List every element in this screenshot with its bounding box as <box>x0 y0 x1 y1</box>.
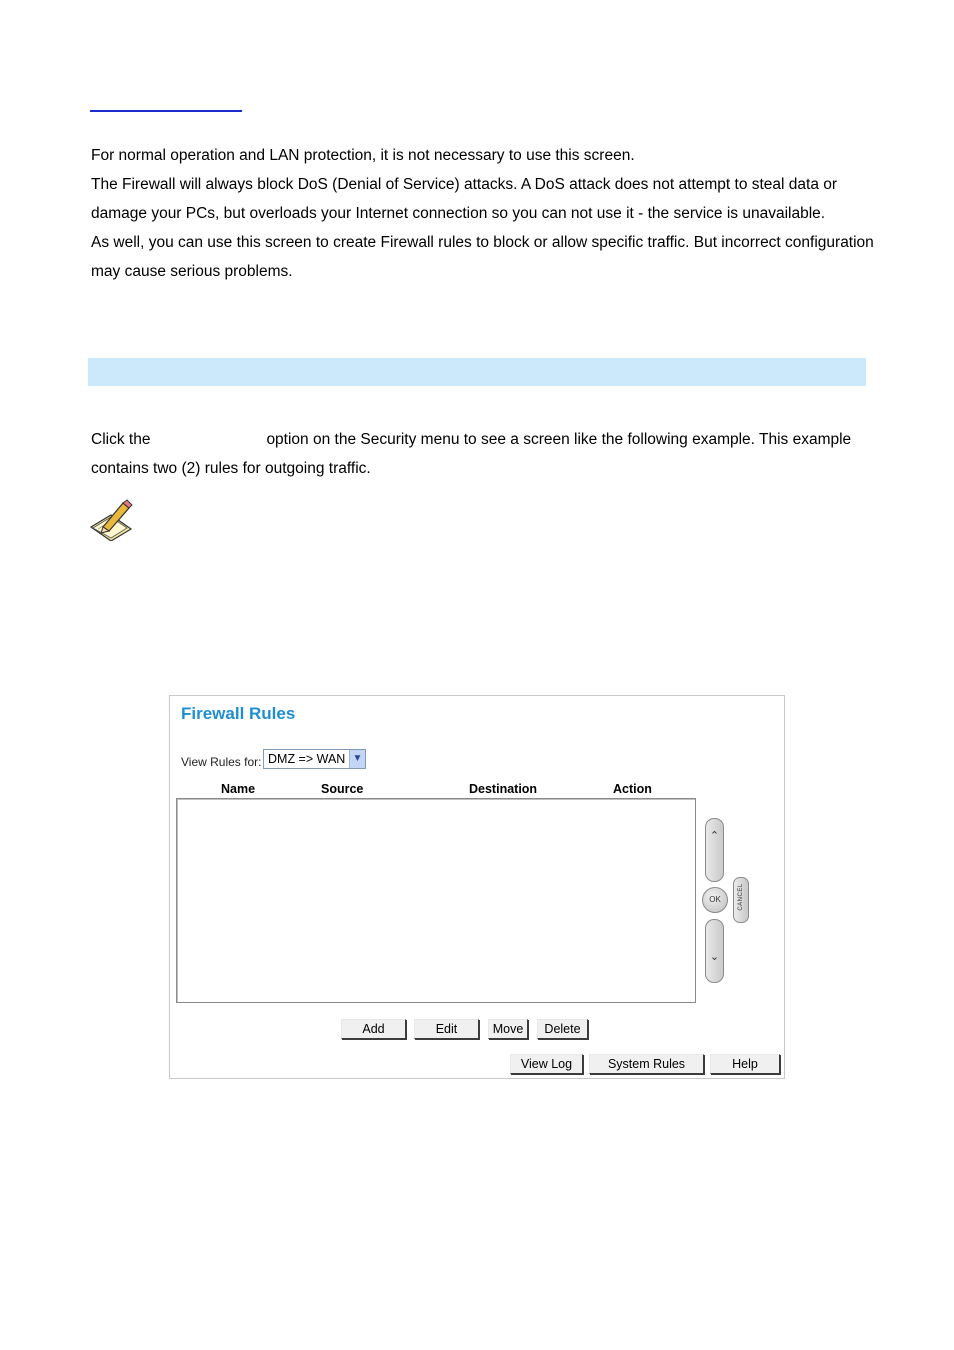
view-rules-value: DMZ => WAN <box>268 752 346 766</box>
column-header-name: Name <box>221 782 256 796</box>
section-link-underline[interactable] <box>90 110 242 112</box>
delete-button[interactable]: Delete <box>537 1019 588 1039</box>
column-header-destination: Destination <box>469 782 538 796</box>
rules-list[interactable] <box>176 798 696 1003</box>
move-up-button[interactable] <box>705 818 724 882</box>
intro-line: As well, you can use this screen to create Firewall rules to block or allow specific traffic. But incorrect configuration may cause serious problems. <box>91 234 874 280</box>
intro-line: The Firewall will always block DoS (Denial of Service) attacks. A DoS attack does not attempt to steal data or damage your PCs, but overloads your Internet connection so you can not use it - the service is unavailable. <box>91 176 838 222</box>
system-rules-button[interactable]: System Rules <box>589 1054 704 1074</box>
cancel-button[interactable] <box>733 877 749 923</box>
instruction-end: option on the Security menu to see a screen like the following example. This example contains two (2) rules for outgoing traffic. <box>91 431 852 477</box>
move-button[interactable]: Move <box>488 1019 528 1039</box>
section-heading-band <box>88 358 866 386</box>
note-pencil-icon <box>89 499 133 541</box>
chevron-down-icon[interactable]: ▼ <box>349 750 365 768</box>
cancel-label: CANCEL <box>738 883 744 911</box>
instruction-start: Click the <box>91 431 151 448</box>
firewall-rules-screenshot <box>169 695 785 1079</box>
panel-title: Firewall Rules <box>181 704 296 723</box>
double-chevron-down-icon: ⌄ <box>709 951 720 963</box>
add-button[interactable]: Add <box>341 1019 406 1039</box>
intro-text <box>91 141 881 286</box>
move-down-button[interactable] <box>705 919 724 983</box>
view-log-button[interactable]: View Log <box>510 1054 583 1074</box>
edit-button[interactable]: Edit <box>414 1019 479 1039</box>
column-header-action: Action <box>613 782 652 796</box>
view-rules-select[interactable] <box>263 749 366 769</box>
view-rules-label: View Rules for: <box>181 755 262 769</box>
instruction-text <box>91 425 881 483</box>
help-button[interactable]: Help <box>710 1054 780 1074</box>
double-chevron-up-icon: ⌃ <box>709 830 720 842</box>
ok-button[interactable]: OK <box>702 887 728 913</box>
column-header-source: Source <box>321 782 364 796</box>
intro-line: For normal operation and LAN protection, it is not necessary to use this screen. <box>91 147 635 164</box>
